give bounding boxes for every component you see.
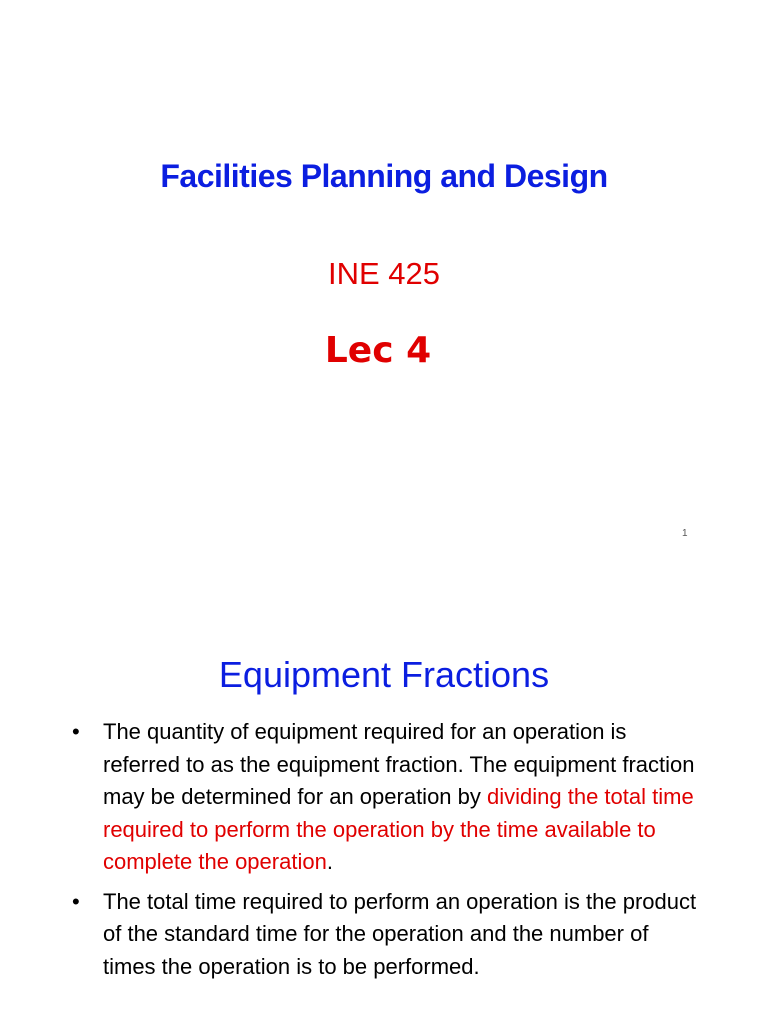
page-number: 1 [682, 528, 688, 539]
bullet-text: The quantity of equipment required for an operation is referred to as the equipment fraction. The equipment fraction may be determined for an operation by [103, 719, 695, 809]
bullet-text-end: . [326, 849, 333, 874]
course-code: INE 425 [327, 256, 440, 291]
bullet-icon: • [72, 719, 80, 744]
lecture-number: Lec 4 [324, 330, 432, 371]
bullet-item-1 [72, 716, 702, 879]
section-title: Equipment Fractions [218, 654, 550, 695]
bullet-item-2 [72, 886, 702, 984]
bullet-text: The total time required to perform an operation is the product of the standard time for the operation and the number of times the operation is to be performed. [103, 888, 697, 979]
highlighted-text: dividing the total time required to perform the operation by the time available to complete the operation [103, 784, 694, 874]
bullet-icon: • [72, 888, 80, 914]
slide-2 [0, 576, 768, 1024]
bullet-list [72, 716, 702, 990]
slide-title: Facilities Planning and Design [160, 158, 608, 194]
